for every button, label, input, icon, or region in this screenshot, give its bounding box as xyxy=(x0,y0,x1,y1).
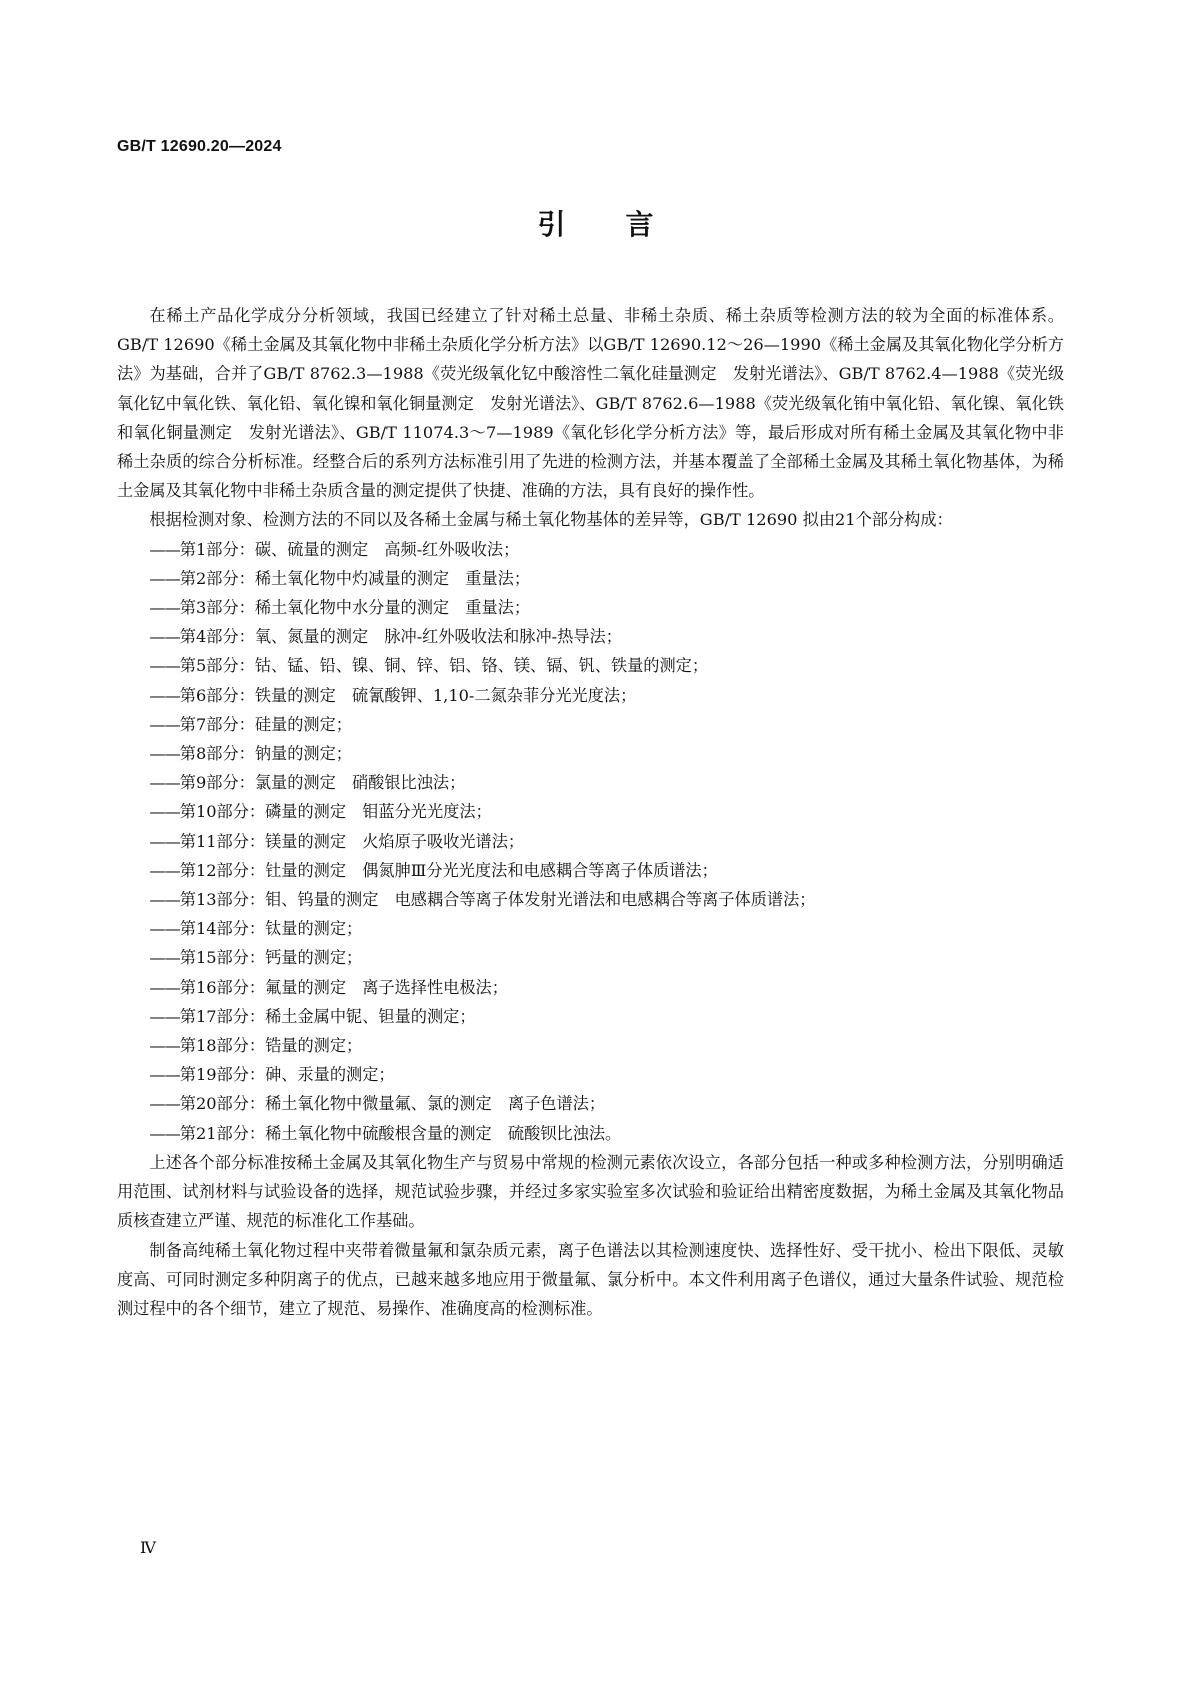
list-item: ——第9部分：氯量的测定 硝酸银比浊法； xyxy=(149,773,466,793)
list-item: ——第10部分：磷量的测定 钼蓝分光光度法； xyxy=(149,802,492,822)
list-item: ——第12部分：钍量的测定 偶氮胂Ⅲ分光光度法和电感耦合等离子体质谱法； xyxy=(149,860,718,880)
list-item: ——第13部分：钼、钨量的测定 电感耦合等离子体发射光谱法和电感耦合等离子体质谱法； xyxy=(149,890,816,910)
list-item: ——第15部分：钙量的测定； xyxy=(149,948,363,968)
list-item: ——第7部分：硅量的测定； xyxy=(149,714,352,734)
list-item: ——第6部分：铁量的测定 硫氰酸钾、1,10-二氮杂菲分光光度法； xyxy=(149,685,637,705)
list-item: ——第2部分：稀土氧化物中灼减量的测定 重量法； xyxy=(149,568,531,588)
intro-paragraph-4: 制备高纯稀土氧化物过程中夹带着微量氟和氯杂质元素，离子色谱法以其检测速度快、选择性好、受干扰小、检出下限低、灵敏度高、可同时测定多种阴离子的优点，已越来越多地应用于微量氟、氯分析中。本文件利用离子色谱仪，通过大量条件试验、规范检测过程中的各个细节，建立了规范、易操作、准确度高的检测标准。 xyxy=(117,1240,1064,1318)
parts-list xyxy=(117,535,1064,1148)
list-item: ——第3部分：稀土氧化物中水分量的测定 重量法； xyxy=(149,598,531,618)
list-item: ——第4部分：氧、氮量的测定 脉冲-红外吸收法和脉冲-热导法； xyxy=(149,627,622,647)
page-number: Ⅳ xyxy=(140,1538,156,1557)
list-item: ——第20部分：稀土氧化物中微量氟、氯的测定 离子色谱法； xyxy=(149,1094,606,1114)
list-item: ——第17部分：稀土金属中铌、钽量的测定； xyxy=(149,1006,476,1026)
list-item: ——第1部分：碳、硫量的测定 高频-红外吸收法； xyxy=(149,539,520,559)
list-item: ——第14部分：钛量的测定； xyxy=(149,919,363,939)
standard-code: GB/T 12690.20—2024 xyxy=(117,138,282,155)
document-body xyxy=(117,301,1064,1323)
list-item: ——第18部分：锆量的测定； xyxy=(149,1036,363,1056)
list-item: ——第5部分：钴、锰、铅、镍、铜、锌、铝、铬、镁、镉、钒、铁量的测定； xyxy=(149,656,709,676)
list-item: ——第19部分：砷、汞量的测定； xyxy=(149,1065,395,1085)
page-title: 引言 xyxy=(537,208,714,241)
intro-paragraph-1: 在稀土产品化学成分分析领域，我国已经建立了针对稀土总量、非稀土杂质、稀土杂质等检测方法的较为全面的标准体系。GB/T 12690《稀土金属及其氧化物中非稀土杂质化学分析方法》以GB/T 12690.12～26—1990《稀土金属及其氧化物化学分析方法》为基础，合并了GB/T 8762.3—1988《荧光级氧化钇中酸溶性二氧化硅量测定 发射光谱法》、GB/T 8762.4—1988《荧光级氧化钇中氧化铁、氧化铅、氧化镍和氧化铜量测定 发射光谱法》、GB/T 8762.6—1988《荧光级氧化铕中氧化铅、氧化镍、氧化铁和氧化铜量测定 发射光谱法》、GB/T 11074.3～7—1989《氧化钐化学分析方法》等，最后形成对所有稀土金属及其氧化物中非稀土杂质的综合分析标准。经整合后的系列方法标准引用了先进的检测方法，并基本覆盖了全部稀土金属及其稀土氧化物基体，为稀土金属及其氧化物中非稀土杂质含量的测定提供了快捷、准确的方法，具有良好的操作性。 xyxy=(117,306,1064,501)
list-item: ——第16部分：氟量的测定 离子选择性电极法； xyxy=(149,977,508,997)
list-item: ——第11部分：镁量的测定 火焰原子吸收光谱法； xyxy=(149,831,525,851)
list-item: ——第8部分：钠量的测定； xyxy=(149,744,352,764)
intro-paragraph-3: 上述各个部分标准按稀土金属及其氧化物生产与贸易中常规的检测元素依次设立，各部分包括一种或多种检测方法，分别明确适用范围、试剂材料与试验设备的选择，规范试验步骤，并经过多家实验室多次试验和验证给出精密度数据，为稀土金属及其氧化物品质核查建立严谨、规范的标准化工作基础。 xyxy=(117,1152,1064,1231)
list-item: ——第21部分：稀土氧化物中硫酸根含量的测定 硫酸钡比浊法。 xyxy=(149,1123,622,1143)
intro-paragraph-2: 根据检测对象、检测方法的不同以及各稀土金属与稀土氧化物基体的差异等，GB/T 12690 拟由21个部分构成： xyxy=(149,510,953,530)
